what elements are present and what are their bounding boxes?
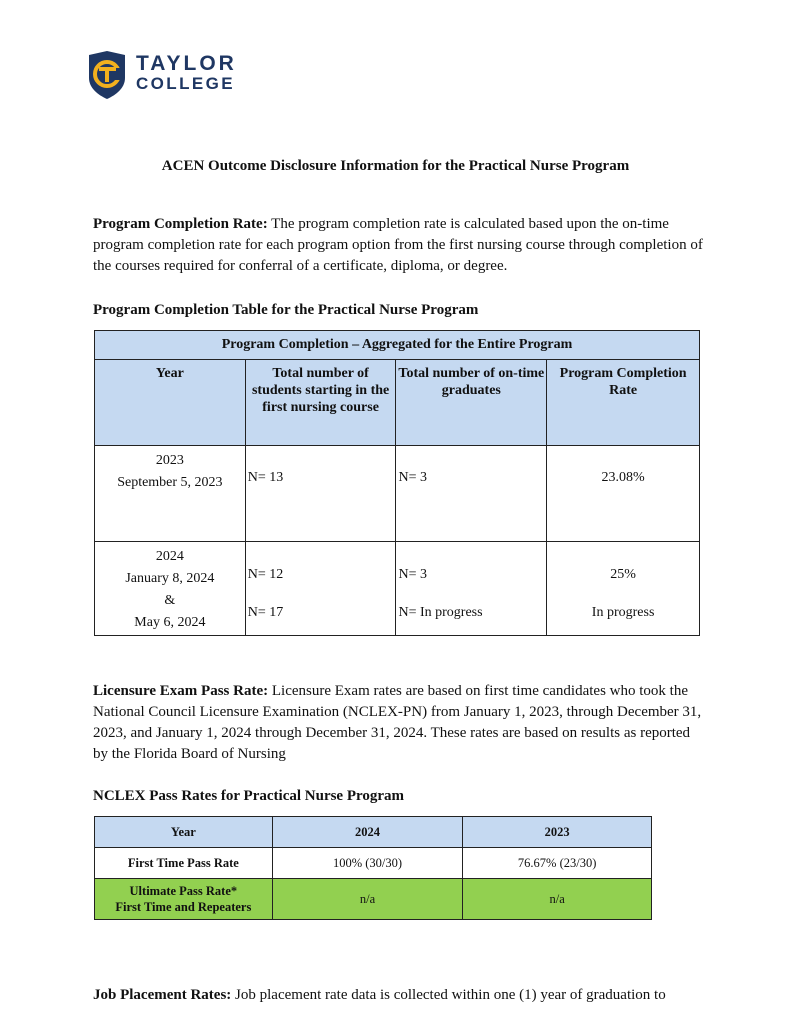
- completion-rate: 23.08%: [601, 470, 645, 485]
- graduates-count: N= 3: [398, 567, 427, 582]
- starting-count: N= 12: [247, 567, 284, 582]
- logo-line1: TAYLOR: [136, 52, 237, 75]
- page-title: ACEN Outcome Disclosure Information for the Practical Nurse Program: [161, 158, 630, 174]
- col-rate: Program Completion Rate: [547, 360, 700, 446]
- ultimate-pass-label-line2: First Time and Repeaters: [115, 900, 252, 914]
- starting-count: N= 13: [247, 470, 284, 485]
- completion-rate: In progress: [591, 605, 655, 620]
- row-year: 2023: [155, 453, 184, 468]
- licensure-text: Licensure Exam rates are based on first time candidates who took the National Council Licensure Examination (NCLEX-PN) from January 1, 2023, through December 31, 2023, and January 1, 2024 through December 31, 2024. These rates are based on results as reported by the Florida Board of Nursing: [93, 683, 702, 762]
- shield-logo-icon: [86, 50, 128, 100]
- nclex-col-2023: 2023: [463, 817, 652, 848]
- starting-count: N= 17: [247, 605, 284, 620]
- row-year: 2024: [155, 549, 184, 564]
- col-starting: Total number of students starting in the first nursing course: [245, 360, 396, 446]
- licensure-label: Licensure Exam Pass Rate:: [93, 683, 269, 699]
- graduates-count: N= 3: [398, 470, 427, 485]
- licensure-paragraph: [93, 681, 703, 765]
- ultimate-pass-label: [95, 879, 273, 920]
- completion-table: [94, 330, 700, 636]
- nclex-col-2024: 2024: [272, 817, 463, 848]
- first-time-pass-label: First Time Pass Rate: [95, 848, 273, 879]
- first-time-pass-2024: 100% (30/30): [272, 848, 463, 879]
- table-row: [95, 542, 700, 636]
- graduates-count: N= In progress: [398, 605, 483, 620]
- completion-rate: 25%: [610, 567, 636, 582]
- taylor-college-logo: [86, 50, 246, 102]
- col-graduates: Total number of on-time graduates: [396, 360, 547, 446]
- ultimate-pass-2023: n/a: [463, 879, 652, 920]
- table-row: [95, 848, 652, 879]
- table-row: [95, 879, 652, 920]
- table-row: [95, 446, 700, 542]
- completion-table-heading: Program Completion Table for the Practical Nurse Program: [93, 302, 479, 318]
- logo-line2: COLLEGE: [136, 74, 235, 93]
- row-date: January 8, 2024: [125, 571, 215, 586]
- row-date-separator: &: [164, 593, 176, 608]
- ultimate-pass-2024: n/a: [272, 879, 463, 920]
- row-date: May 6, 2024: [134, 615, 206, 630]
- completion-table-caption: Program Completion – Aggregated for the Entire Program: [95, 331, 700, 360]
- completion-paragraph: [93, 214, 703, 277]
- job-label: Job Placement Rates:: [93, 987, 232, 1003]
- row-date: September 5, 2023: [117, 475, 223, 490]
- ultimate-pass-label-line1: Ultimate Pass Rate*: [129, 884, 238, 898]
- job-text: Job placement rate data is collected within one (1) year of graduation to: [231, 987, 666, 1003]
- nclex-table: [94, 816, 652, 920]
- nclex-table-heading: NCLEX Pass Rates for Practical Nurse Program: [93, 788, 405, 804]
- completion-text: The program completion rate is calculated based upon the on-time program completion rate for each program option from the first nursing course through completion of the courses required for conferral of a certificate, diploma, or degree.: [93, 216, 703, 274]
- completion-label: Program Completion Rate:: [93, 216, 268, 232]
- job-paragraph: [93, 985, 703, 1006]
- first-time-pass-2023: 76.67% (23/30): [463, 848, 652, 879]
- col-year: Year: [95, 360, 246, 446]
- nclex-col-year: Year: [95, 817, 273, 848]
